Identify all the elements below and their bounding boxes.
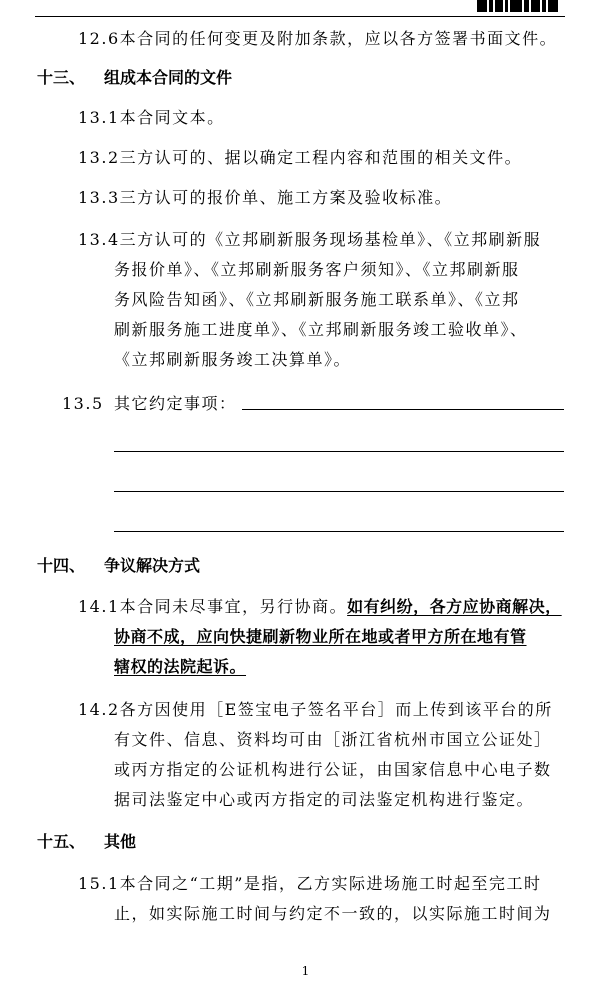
clause-14-2-line: 有文件、信息、资料均可由［浙江省杭州市国立公证处］ bbox=[114, 730, 552, 749]
qr-code-icon bbox=[477, 0, 563, 14]
clause-13-4-line: 《立邦刷新服务竣工决算单》。 bbox=[114, 350, 352, 369]
clause-13-2: 13.2三方认可的、据以确定工程内容和范围的相关文件。 bbox=[78, 148, 523, 167]
header-rule bbox=[35, 16, 565, 17]
section-15-title: 其他 bbox=[104, 832, 137, 851]
section-13-title: 组成本合同的文件 bbox=[104, 68, 233, 87]
blank-line bbox=[114, 491, 564, 492]
clause-13-1: 13.1本合同文本。 bbox=[78, 108, 225, 127]
clause-14-2-line: 14.2各方因使用［E签宝电子签名平台］而上传到该平台的所 bbox=[78, 700, 553, 719]
clause-14-1-line1 bbox=[78, 597, 562, 617]
clause-15-1-line: 止，如实际施工时间与约定不一致的，以实际施工时间为 bbox=[114, 904, 552, 923]
clause-14-2-line: 据司法鉴定中心或丙方指定的司法鉴定机构进行鉴定。 bbox=[114, 790, 535, 809]
section-14-number: 十四、 bbox=[37, 556, 86, 575]
clause-14-1-emphasis: 协商不成，应向快捷刷新物业所在地或者甲方所在地有管 bbox=[114, 627, 527, 646]
clause-12-6: 12.6本合同的任何变更及附加条款，应以各方签署书面文件。 bbox=[78, 29, 558, 48]
clause-13-4-line: 刷新服务施工进度单》、《立邦刷新服务竣工验收单》、 bbox=[114, 320, 528, 339]
clause-13-5-label: 其它约定事项： bbox=[114, 394, 237, 413]
clause-13-3: 13.3三方认可的报价单、施工方案及验收标准。 bbox=[78, 188, 453, 207]
clause-14-1-emphasis: 如有纠纷，各方应协商解决， bbox=[347, 597, 562, 616]
page-number: 1 bbox=[301, 964, 310, 978]
clause-13-4-line: 13.4三方认可的《立邦刷新服务现场基检单》、《立邦刷新服 bbox=[78, 230, 542, 249]
clause-14-2-line: 或丙方指定的公证机构进行公证，由国家信息中心电子数 bbox=[114, 760, 552, 779]
clause-13-4-line: 务报价单》、《立邦刷新服务客户须知》、《立邦刷新服 bbox=[114, 260, 520, 279]
clause-14-1-emphasis: 辖权的法院起诉。 bbox=[114, 657, 247, 676]
clause-13-5-number: 13.5 bbox=[62, 394, 104, 413]
section-13-number: 十三、 bbox=[37, 68, 86, 87]
clause-15-1-line: 15.1本合同之“工期”是指，乙方实际进场施工时起至完工时 bbox=[78, 874, 542, 893]
blank-line bbox=[114, 531, 564, 532]
clause-13-4-line: 务风险告知函》、《立邦刷新服务施工联系单》、《立邦 bbox=[114, 290, 520, 309]
section-15-number: 十五、 bbox=[37, 832, 86, 851]
blank-line bbox=[242, 409, 564, 410]
section-14-title: 争议解决方式 bbox=[104, 556, 201, 575]
clause-14-1-prefix: 14.1本合同未尽事宜，另行协商。 bbox=[78, 597, 348, 616]
blank-line bbox=[114, 451, 564, 452]
